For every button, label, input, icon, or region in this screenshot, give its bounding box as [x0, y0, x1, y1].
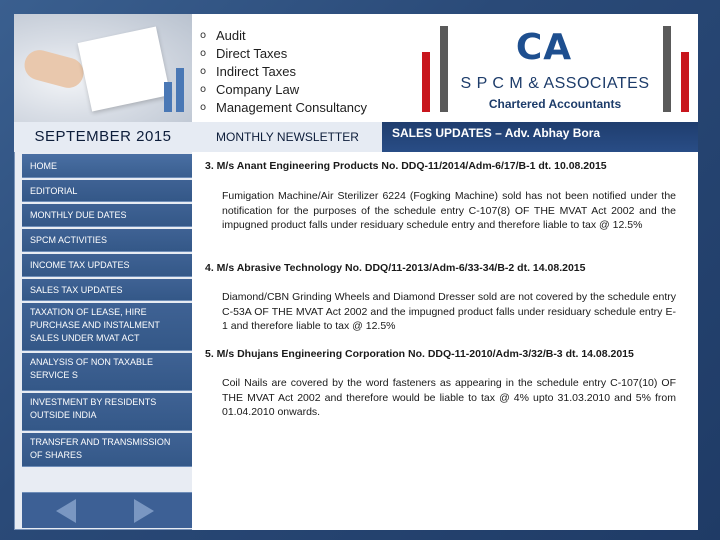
- previous-page-icon[interactable]: [56, 499, 76, 523]
- case-body: Diamond/CBN Grinding Wheels and Diamond Dresser sold are not covered by the schedule entry C-53A OF THE MVAT Act 2002 and the impugned product falls under residuary schedule entry E-1 and therefore liable to tax @ 12.5%: [222, 291, 676, 332]
- logo-gray-bar-icon: [663, 26, 671, 112]
- sidebar-item-spcm-activities[interactable]: SPCM ACTIVITIES: [22, 229, 192, 252]
- sidebar-item-income-tax-updates[interactable]: INCOME TAX UPDATES: [22, 254, 192, 277]
- sidebar-item-monthly-due-dates[interactable]: MONTHLY DUE DATES: [22, 204, 192, 227]
- firm-subtitle: Chartered Accountants: [488, 97, 622, 111]
- next-page-icon[interactable]: [134, 499, 154, 523]
- chart-paper-image: [78, 26, 171, 111]
- sidebar-item-investment-outside-india[interactable]: INVESTMENT BY RESIDENTS OUTSIDE INDIA: [22, 393, 192, 431]
- service-item: o Management Consultancy: [200, 100, 368, 115]
- sidebar-item-transfer-of-shares[interactable]: TRANSFER AND TRANSMISSION OF SHARES: [22, 433, 192, 467]
- service-item: o Indirect Taxes: [200, 64, 296, 79]
- service-item: o Direct Taxes: [200, 46, 288, 61]
- ca-logo-icon: CA: [515, 26, 573, 68]
- section-title: SALES UPDATES – Adv. Abhay Bora: [392, 126, 601, 140]
- issue-month: SEPTEMBER 2015: [14, 122, 192, 152]
- case-title: 5. M/s Dhujans Engineering Corporation No. DDQ-11-2010/Adm-3/32/B-3 dt. 14.08.2015: [205, 348, 634, 360]
- service-item: o Audit: [200, 28, 246, 43]
- sidebar-item-home[interactable]: HOME: [22, 154, 192, 178]
- header-photo: [14, 14, 192, 122]
- case-title: 4. M/s Abrasive Technology No. DDQ/11-2013/Adm-6/33-34/B-2 dt. 14.08.2015: [205, 262, 586, 274]
- services-list: [200, 27, 367, 117]
- pager-bar: [22, 492, 192, 528]
- bullet-icon: o: [200, 66, 207, 77]
- hand-image: [21, 47, 87, 92]
- sidebar-item-editorial[interactable]: EDITORIAL: [22, 180, 192, 202]
- bullet-icon: o: [200, 30, 207, 41]
- chart-bar-image: [164, 82, 172, 112]
- service-item: o Company Law: [200, 82, 300, 97]
- chart-bar-image: [176, 68, 184, 112]
- logo-red-bar-icon: [422, 52, 430, 112]
- sidebar-item-taxation-of-lease[interactable]: TAXATION OF LEASE, HIRE PURCHASE AND INSTALMENT SALES UNDER MVAT ACT: [22, 303, 192, 351]
- newsletter-label: MONTHLY NEWSLETTER: [192, 122, 382, 152]
- bullet-icon: o: [200, 48, 207, 59]
- case-body: Coil Nails are covered by the word fasteners as appearing in the schedule entry C-107(10) OF THE MVAT Act 2002 and therefore would be liable to tax @ 4% upto 31.03.2010 and 5% from 01.04.2010 onwards.: [222, 377, 676, 418]
- firm-name: S P C M & ASSOCIATES: [460, 75, 650, 92]
- bullet-icon: o: [200, 84, 207, 95]
- logo-gray-bar-icon: [440, 26, 448, 112]
- case-title: 3. M/s Anant Engineering Products No. DDQ-11/2014/Adm-6/17/B-1 dt. 10.08.2015: [205, 160, 607, 172]
- logo-red-bar-icon: [681, 52, 689, 112]
- bullet-icon: o: [200, 102, 207, 113]
- case-body: Fumigation Machine/Air Sterilizer 6224 (Fogking Machine) sold has not been notified under the notification for the purposes of the schedule entry C-107(8) OF THE MVAT Act 2002 and the impugned product falls under residuary schedule entry and therefore liable to tax @ 12.5%: [222, 190, 676, 231]
- sidebar-item-non-taxable-service[interactable]: ANALYSIS OF NON TAXABLE SERVICE S: [22, 353, 192, 391]
- sidebar-item-sales-tax-updates[interactable]: SALES TAX UPDATES: [22, 279, 192, 301]
